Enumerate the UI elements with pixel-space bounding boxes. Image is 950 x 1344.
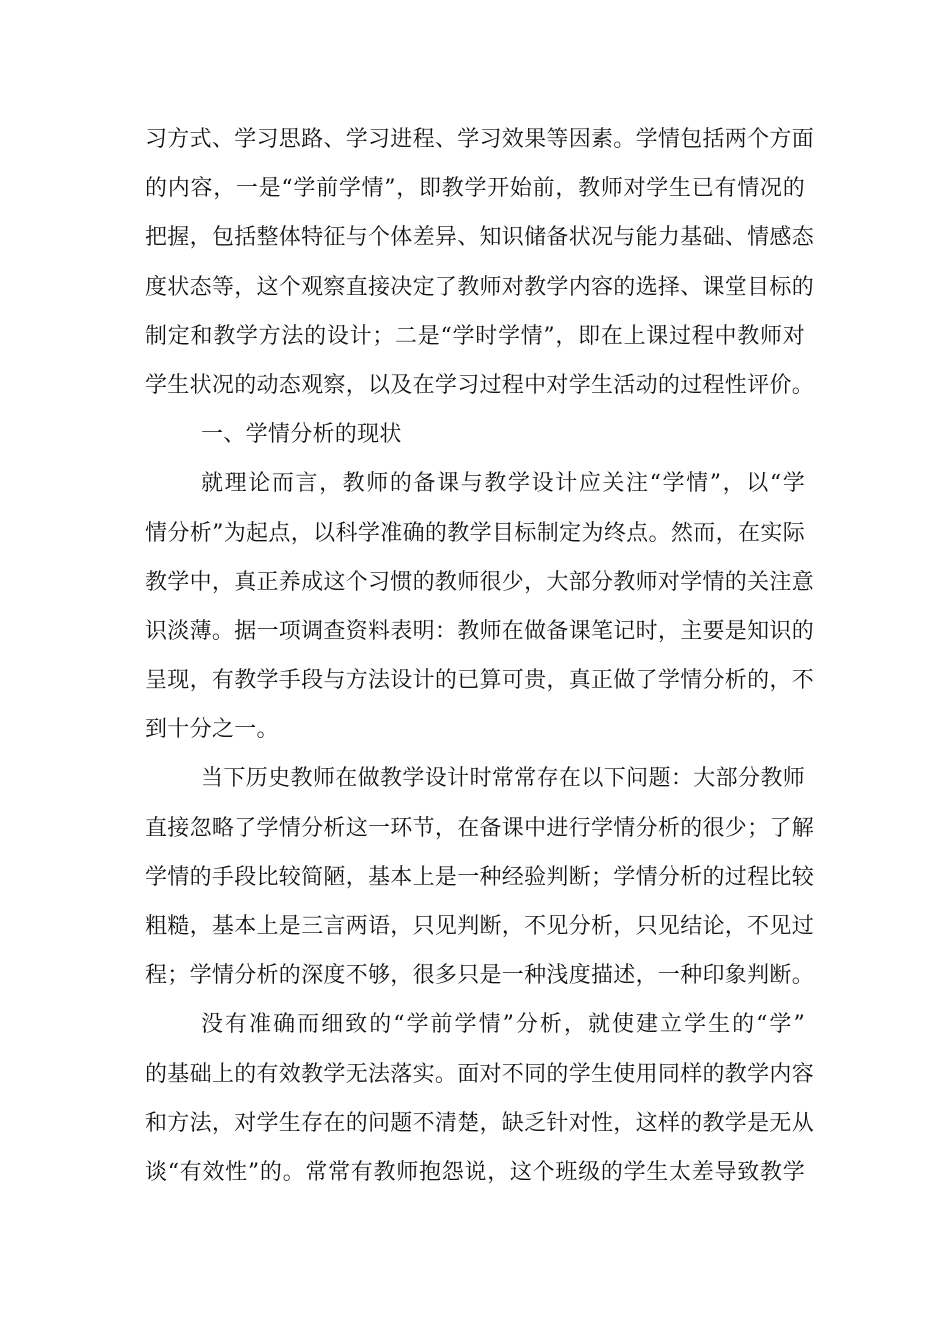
text-line: 和方法，对学生存在的问题不清楚，缺乏针对性，这样的教学是无从 (145, 1110, 815, 1136)
text-line: 学生状况的动态观察，以及在学习过程中对学生活动的过程性评价。 (145, 372, 815, 398)
text-line: 的基础上的有效教学无法落实。面对不同的学生使用同样的教学内容 (145, 1061, 815, 1087)
text-line: 程；学情分析的深度不够，很多只是一种浅度描述，一种印象判断。 (145, 963, 815, 989)
text-line: 情分析”为起点，以科学准确的教学目标制定为终点。然而，在实际 (145, 520, 805, 546)
text-line: 习方式、学习思路、学习进程、学习效果等因素。学情包括两个方面 (145, 127, 815, 152)
text-line: 直接忽略了学情分析这一环节，在备课中进行学情分析的很少；了解 (145, 815, 815, 841)
text-line: 教学中，真正养成这个习惯的教师很少，大部分教师对学情的关注意 (145, 569, 815, 595)
text-line: 粗糙，基本上是三言两语，只见判断，不见分析，只见结论，不见过 (145, 914, 815, 939)
text-line: 度状态等，这个观察直接决定了教师对教学内容的选择、课堂目标的 (145, 274, 815, 300)
text-line: 呈现，有教学手段与方法设计的已算可贵，真正做了学情分析的，不 (145, 668, 815, 694)
text-line: 的内容，一是“学前学情”，即教学开始前，教师对学生已有情况的 (145, 176, 805, 202)
text-line: 学情的手段比较简陋，基本上是一种经验判断；学情分析的过程比较 (145, 864, 815, 890)
section-heading: 一、学情分析的现状 (201, 422, 402, 448)
text-line: 就理论而言，教师的备课与教学设计应关注“学情”，以“学 (201, 471, 805, 497)
text-line: 到十分之一。 (145, 717, 279, 743)
text-line: 把握，包括整体特征与个体差异、知识储备状况与能力基础、情感态 (145, 225, 815, 251)
text-line: 识淡薄。据一项调查资料表明：教师在做备课笔记时，主要是知识的 (145, 618, 815, 644)
text-line: 谈“有效性”的。常常有教师抱怨说，这个班级的学生太差导致教学 (145, 1159, 805, 1185)
text-line: 当下历史教师在做教学设计时常常存在以下问题：大部分教师 (201, 766, 805, 792)
text-line: 制定和教学方法的设计；二是“学时学情”，即在上课过程中教师对 (145, 323, 805, 349)
body-text (145, 115, 815, 1197)
text-line: 没有准确而细致的“学前学情”分析，就使建立学生的“学” (201, 1012, 805, 1038)
